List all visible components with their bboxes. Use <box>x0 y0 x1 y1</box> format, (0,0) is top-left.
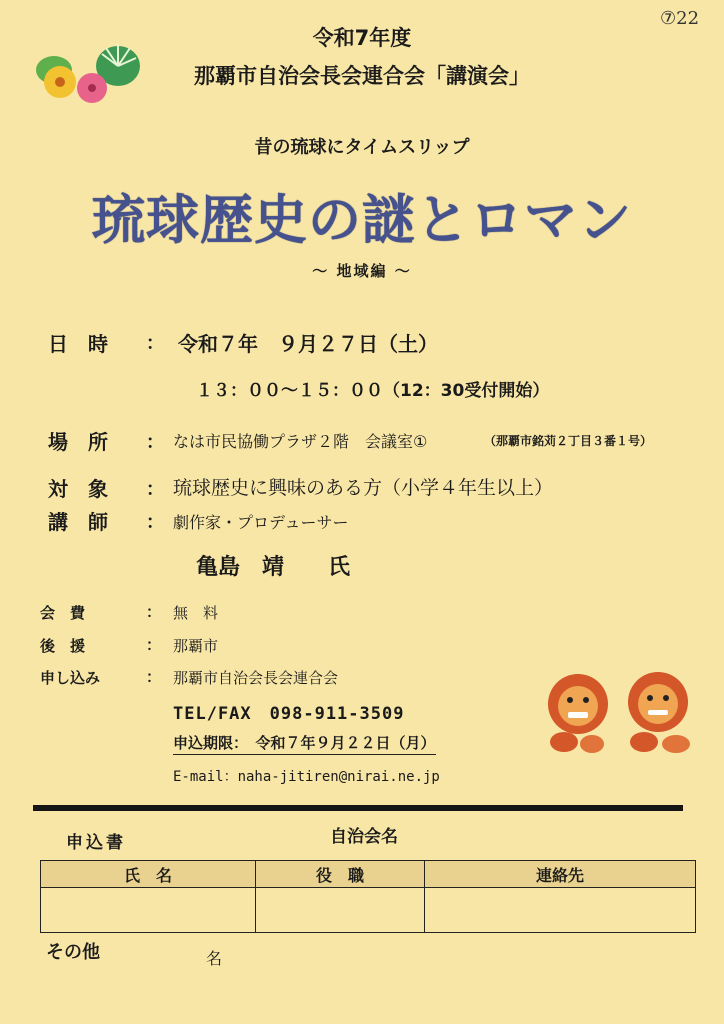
fee-value: 無 料 <box>173 604 219 622</box>
support-value: 那覇市 <box>173 637 219 655</box>
datetime-colon: ： <box>146 333 164 354</box>
datetime-label: 日 時 <box>48 332 108 356</box>
form-header-row <box>41 861 696 888</box>
tel-fax: TEL/FAX 098-911-3509 <box>173 704 405 724</box>
section-divider <box>33 805 683 811</box>
form-title: 申込書 <box>66 833 126 853</box>
subtitle: 昔の琉球にタイムスリップ <box>254 137 470 158</box>
target-label: 対 象 <box>48 477 108 501</box>
event-place: なは市民協働プラザ２階 会議室① <box>173 432 428 451</box>
column-header-contact: 連絡先 <box>425 861 696 888</box>
other-name-character: 名 <box>206 949 223 968</box>
fee-colon: ： <box>146 603 162 621</box>
form-entry-row <box>41 888 696 933</box>
apply-label: 申し込み <box>40 669 101 687</box>
target-colon: ： <box>146 479 164 500</box>
support-label: 後 援 <box>40 637 86 655</box>
shisa-lion-dogs-illustration <box>530 668 710 758</box>
edition-label: 〜 地域編 〜 <box>312 262 412 280</box>
support-colon: ： <box>146 636 162 654</box>
lecturer-label: 講 師 <box>48 510 108 534</box>
contact-input-cell[interactable] <box>425 888 696 933</box>
header-organization: 那覇市自治会長会連合会「講演会」 <box>194 64 530 88</box>
apply-organization: 那覇市自治会長会連合会 <box>173 669 339 687</box>
target-audience: 琉球歴史に興味のある方（小学４年生以上） <box>173 477 554 499</box>
event-time: １３：００〜１５：００（12：30受付開始） <box>196 381 550 401</box>
fee-label: 会 費 <box>40 604 86 622</box>
association-name-label: 自治会名 <box>330 827 398 847</box>
place-colon: ： <box>146 432 164 453</box>
page-mark: ⑦22 <box>660 8 700 29</box>
column-header-name: 氏 名 <box>41 861 256 888</box>
other-label: その他 <box>46 942 100 963</box>
event-date: 令和７年 ９月２７日（土） <box>178 332 438 356</box>
email-address[interactable]: E-mail：naha-jitiren@nirai.ne.jp <box>173 769 440 785</box>
apply-deadline: 申込期限： 令和７年９月２２日（月） <box>173 732 436 755</box>
apply-colon: ： <box>146 668 162 686</box>
lecturer-colon: ： <box>146 512 164 533</box>
event-address: （那覇市銘苅２丁目３番１号） <box>484 434 653 448</box>
main-title: 琉球歴史の謎とロマン <box>92 190 632 251</box>
lecturer-role: 劇作家・プロデューサー <box>173 513 349 532</box>
column-header-position: 役 職 <box>256 861 425 888</box>
lecturer-name: 亀島 靖 氏 <box>196 555 351 580</box>
name-input-cell[interactable] <box>41 888 256 933</box>
application-form-table <box>40 860 696 933</box>
place-label: 場 所 <box>48 430 108 454</box>
position-input-cell[interactable] <box>256 888 425 933</box>
header-year: 令和7年度 <box>312 26 412 50</box>
